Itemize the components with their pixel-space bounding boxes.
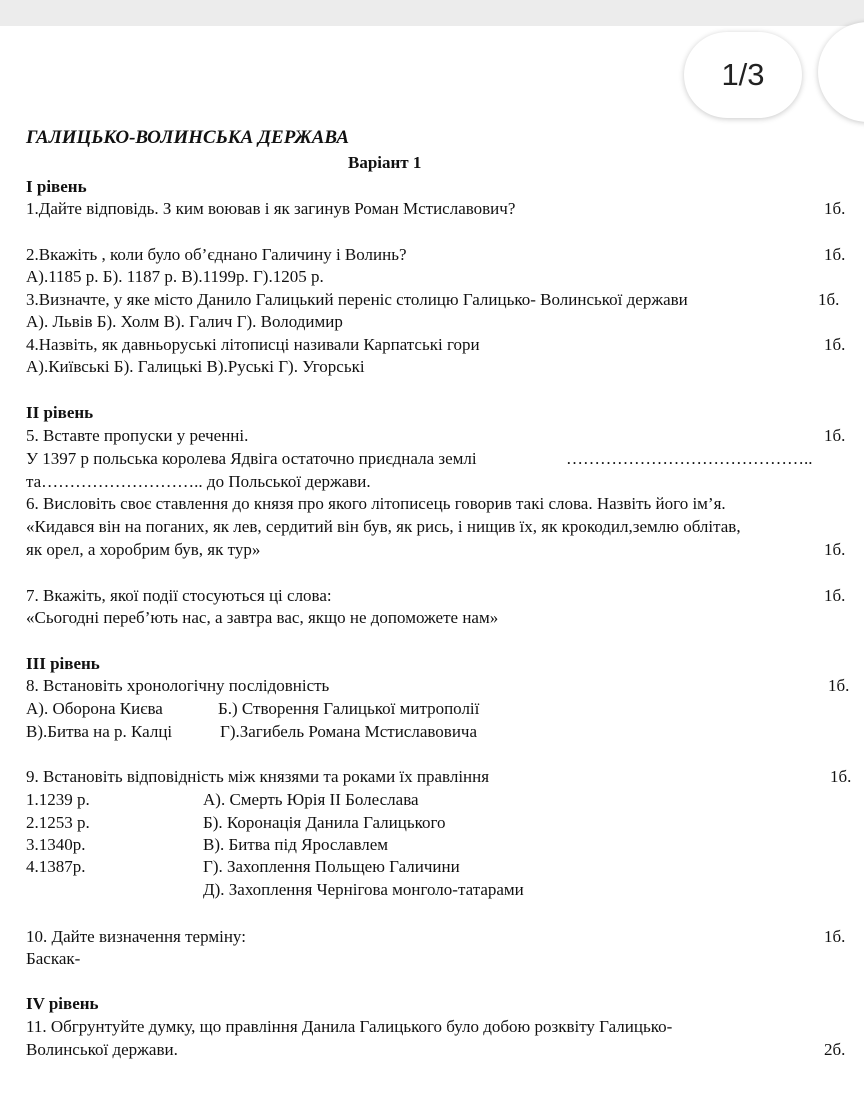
question-7-points: 1б.: [824, 586, 846, 605]
question-6-points: 1б.: [824, 540, 846, 559]
question-4: 4.Назвіть, як давньоруські літописці називали Карпатські гори: [26, 335, 480, 354]
question-5-blank-1: ……………………………………..: [566, 449, 813, 468]
question-9-left-item: 3.1340р.: [26, 835, 86, 854]
question-9: 9. Встановіть відповідність між князями та роками їх правління: [26, 767, 490, 786]
question-8-points: 1б.: [828, 676, 850, 695]
question-9-points: 1б.: [830, 767, 852, 786]
question-4-points: 1б.: [824, 335, 846, 354]
level-1-heading: І рівень: [26, 177, 87, 196]
level-3-heading: ІІІ рівень: [26, 654, 100, 673]
question-8-option-d: Г).Загибель Романа Мстиславовича: [220, 722, 478, 741]
question-10: 10. Дайте визначення терміну:: [26, 927, 246, 946]
question-9-right-item: Д). Захоплення Чернігова монголо-татарами: [203, 880, 524, 899]
question-6-quote-1: «Кидався він на поганих, як лев, сердитий він був, як рись, і нищив їх, як крокодил,землю облітав,: [26, 517, 741, 536]
question-5-line-2: та……………………….. до Польської держави.: [26, 472, 371, 491]
question-1-points: 1б.: [824, 199, 846, 218]
question-5-line-1: У 1397 р польська королева Ядвіга остаточно приєднала землі: [26, 449, 477, 468]
question-9-right-item: Б). Коронація Данила Галицького: [203, 813, 446, 832]
question-9-left-item: 2.1253 р.: [26, 813, 90, 832]
question-7-quote: «Сьогодні переб’ють нас, а завтра вас, якщо не допоможете нам»: [26, 608, 499, 627]
question-8: 8. Встановіть хронологічну послідовність: [26, 676, 330, 695]
question-5: 5. Вставте пропуски у реченні.: [26, 426, 249, 445]
level-2-heading: ІІ рівень: [26, 403, 94, 422]
question-6-quote-2: як орел, а хоробрим був, як тур»: [26, 540, 261, 559]
question-11-line-2: Волинської держави.: [26, 1040, 178, 1059]
question-1: 1.Дайте відповідь. З ким воював і як загинув Роман Мстиславович?: [26, 199, 516, 218]
question-6: 6. Висловіть своє ставлення до князя про якого літописець говорив такі слова. Назвіть його ім’я.: [26, 494, 726, 513]
question-7: 7. Вкажіть, якої події стосуються ці слова:: [26, 586, 332, 605]
question-9-left-item: 1.1239 р.: [26, 790, 90, 809]
question-9-right-item: Г). Захоплення Польщею Галичини: [203, 857, 460, 876]
question-10-points: 1б.: [824, 927, 846, 946]
question-9-right-item: А). Смерть Юрія ІІ Болеслава: [203, 790, 419, 809]
question-2-points: 1б.: [824, 245, 846, 264]
question-9-right-item: В). Битва під Ярославлем: [203, 835, 389, 854]
question-3-points: 1б.: [818, 290, 840, 309]
question-2: 2.Вкажіть , коли було об’єднано Галичину і Волинь?: [26, 245, 407, 264]
page-indicator: 1/3: [684, 32, 802, 118]
doc-title: ГАЛИЦЬКО-ВОЛИНСЬКА ДЕРЖАВА: [26, 127, 350, 148]
question-3-options: А). Львів Б). Холм В). Галич Г). Володимир: [26, 312, 343, 331]
question-11-points: 2б.: [824, 1040, 846, 1059]
question-3: 3.Визначте, у яке місто Данило Галицький переніс столицю Галицько- Волинської держави: [26, 290, 688, 309]
question-5-points: 1б.: [824, 426, 846, 445]
question-8-option-a: А). Оборона Києва: [26, 699, 163, 718]
question-4-options: А).Київські Б). Галицькі В).Руські Г). Угорські: [26, 357, 365, 376]
question-11-line-1: 11. Обгрунтуйте думку, що правління Данила Галицького було добою розквіту Галицько-: [26, 1017, 673, 1036]
question-8-option-b: Б.) Створення Галицької митрополії: [218, 699, 480, 718]
level-4-heading: IV рівень: [26, 994, 99, 1013]
question-8-option-c: В).Битва на р. Калці: [26, 722, 173, 741]
variant-label: Варіант 1: [348, 153, 422, 172]
question-10-term: Баскак-: [26, 949, 81, 968]
question-2-options: А).1185 р. Б). 1187 р. В).1199р. Г).1205 р.: [26, 267, 324, 286]
question-9-left-item: 4.1387р.: [26, 857, 86, 876]
